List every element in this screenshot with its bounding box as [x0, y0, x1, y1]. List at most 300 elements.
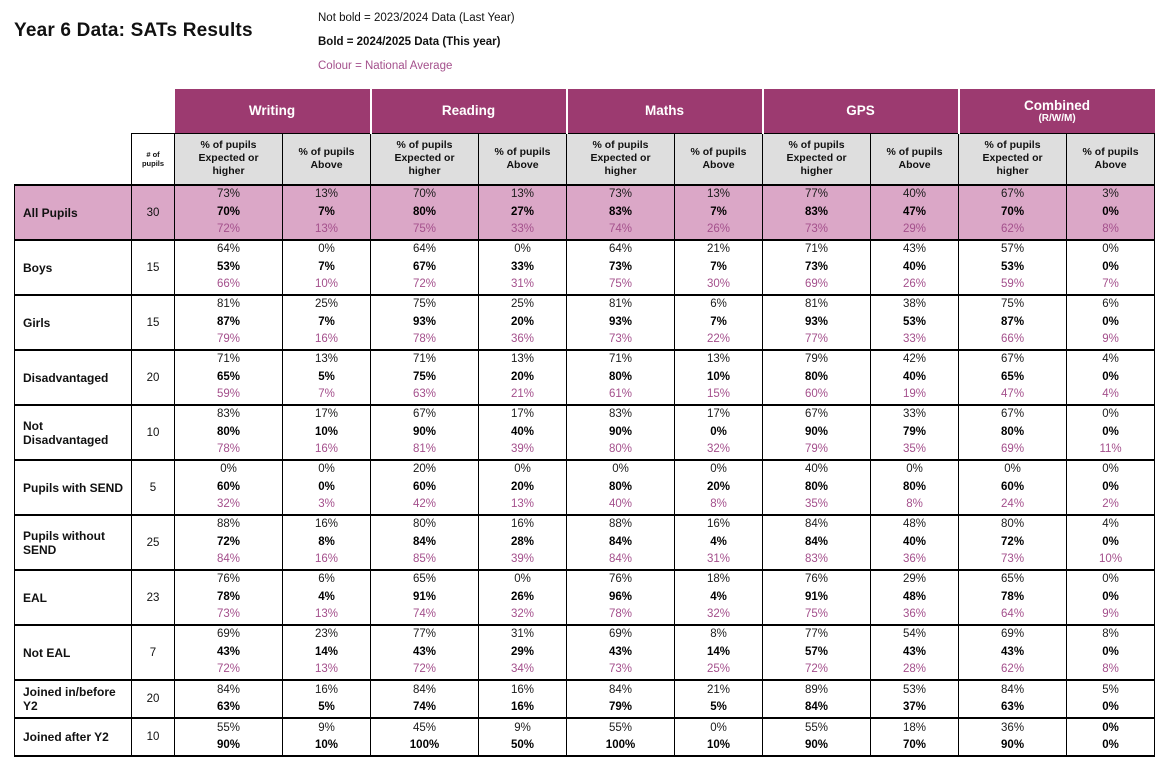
data-cell [175, 680, 283, 718]
data-value: 8% [318, 535, 335, 548]
data-value: 15% [707, 388, 731, 401]
data-cell [871, 185, 959, 240]
table-row [15, 295, 1155, 350]
row-pupil-count: 5 [132, 460, 175, 515]
data-value: 60% [412, 480, 437, 493]
data-cell [675, 295, 763, 350]
data-value: 81% [609, 298, 633, 311]
data-value: 13% [510, 498, 535, 511]
data-cell [959, 718, 1067, 756]
col-header-num-pupils: # of pupils [132, 133, 175, 185]
data-value: 16% [314, 443, 339, 456]
data-value: 83% [216, 408, 241, 421]
data-value: 8% [1102, 223, 1119, 236]
data-value: 25% [510, 298, 535, 311]
data-cell [959, 295, 1067, 350]
data-value: 0% [514, 573, 531, 586]
row-pupil-count: 10 [132, 718, 175, 756]
data-cell [871, 350, 959, 405]
data-value: 79% [216, 333, 241, 346]
data-value: 32% [707, 608, 731, 621]
data-cell [479, 625, 567, 680]
data-value: 16% [314, 553, 339, 566]
table-row [15, 350, 1155, 405]
data-value: 13% [707, 353, 731, 366]
data-value: 73% [609, 333, 633, 346]
data-value: 0% [1102, 463, 1119, 476]
data-value: 80% [805, 370, 829, 383]
data-value: 0% [1102, 721, 1119, 734]
data-value: 30% [707, 278, 731, 291]
data-value: 5% [318, 370, 335, 383]
data-value: 13% [314, 188, 339, 201]
data-cell [567, 680, 675, 718]
data-cell [567, 350, 675, 405]
data-cell [479, 570, 567, 625]
data-value: 76% [805, 573, 829, 586]
data-value: 33% [510, 260, 535, 273]
data-value: 84% [609, 535, 633, 548]
data-value: 7% [710, 315, 727, 328]
data-cell [959, 625, 1067, 680]
data-value: 29% [510, 645, 535, 658]
data-value: 19% [903, 388, 927, 401]
data-cell [763, 350, 871, 405]
table-row [15, 185, 1155, 240]
data-value: 79% [805, 353, 829, 366]
data-cell [567, 625, 675, 680]
data-value: 45% [412, 721, 437, 734]
data-value: 0% [1004, 463, 1021, 476]
data-value: 10% [707, 370, 731, 383]
data-value: 81% [805, 298, 829, 311]
data-value: 13% [314, 663, 339, 676]
data-value: 84% [609, 553, 633, 566]
data-cell [675, 185, 763, 240]
data-cell [1067, 625, 1155, 680]
data-cell [175, 240, 283, 295]
data-value: 16% [707, 518, 731, 531]
data-cell [479, 460, 567, 515]
data-value: 26% [707, 223, 731, 236]
data-value: 4% [1102, 518, 1119, 531]
data-cell [763, 718, 871, 756]
data-value: 64% [412, 243, 437, 256]
data-value: 76% [216, 573, 241, 586]
data-value: 7% [318, 205, 335, 218]
data-value: 36% [510, 333, 535, 346]
data-value: 8% [710, 498, 727, 511]
data-value: 84% [412, 535, 437, 548]
data-value: 87% [1001, 315, 1025, 328]
col-header-writing-expected: % of pupils Expected or higher [175, 133, 283, 185]
data-cell [567, 718, 675, 756]
data-value: 70% [412, 188, 437, 201]
data-value: 59% [1001, 278, 1025, 291]
data-value: 69% [216, 628, 241, 641]
data-value: 90% [216, 739, 241, 751]
data-value: 89% [805, 683, 829, 696]
data-value: 4% [710, 535, 727, 548]
data-cell [1067, 460, 1155, 515]
data-value: 80% [412, 518, 437, 531]
data-value: 38% [903, 298, 927, 311]
data-value: 74% [609, 223, 633, 236]
data-value: 20% [412, 463, 437, 476]
data-value: 90% [1001, 739, 1025, 751]
table-row [15, 515, 1155, 570]
data-cell [763, 515, 871, 570]
data-value: 72% [216, 663, 241, 676]
data-cell [479, 295, 567, 350]
data-value: 42% [412, 498, 437, 511]
data-value: 67% [1001, 353, 1025, 366]
data-value: 93% [805, 315, 829, 328]
data-value: 16% [314, 518, 339, 531]
data-value: 64% [1001, 608, 1025, 621]
data-cell [959, 515, 1067, 570]
col-header-reading-expected: % of pupils Expected or higher [371, 133, 479, 185]
data-value: 31% [510, 278, 535, 291]
data-value: 33% [903, 333, 927, 346]
data-value: 47% [903, 205, 927, 218]
data-value: 20% [707, 480, 731, 493]
data-value: 73% [216, 608, 241, 621]
data-value: 5% [1102, 683, 1119, 696]
data-value: 36% [903, 608, 927, 621]
subject-header-maths: Maths [567, 89, 763, 133]
row-label: Joined after Y2 [15, 718, 132, 756]
data-value: 7% [710, 205, 727, 218]
data-value: 66% [216, 278, 241, 291]
col-header-combined-above: % of pupils Above [1067, 133, 1155, 185]
data-value: 0% [1102, 535, 1119, 548]
data-cell [479, 240, 567, 295]
data-value: 13% [314, 608, 339, 621]
row-label: Pupils without SEND [15, 515, 132, 570]
data-value: 73% [805, 223, 829, 236]
row-label: Girls [15, 295, 132, 350]
data-value: 90% [805, 425, 829, 438]
col-header-writing-above: % of pupils Above [283, 133, 371, 185]
data-value: 72% [412, 278, 437, 291]
data-value: 71% [216, 353, 241, 366]
data-value: 0% [318, 463, 335, 476]
data-cell [1067, 570, 1155, 625]
data-cell [283, 625, 371, 680]
data-cell [479, 405, 567, 460]
data-cell [763, 625, 871, 680]
data-value: 9% [1102, 333, 1119, 346]
data-cell [763, 295, 871, 350]
data-value: 84% [216, 683, 241, 696]
data-value: 78% [1001, 590, 1025, 603]
data-value: 0% [1102, 243, 1119, 256]
data-cell [283, 570, 371, 625]
data-value: 74% [412, 701, 437, 713]
data-value: 0% [1102, 408, 1119, 421]
data-cell [283, 295, 371, 350]
data-cell [675, 350, 763, 405]
data-value: 78% [609, 608, 633, 621]
row-pupil-count: 15 [132, 295, 175, 350]
data-cell [175, 350, 283, 405]
data-value: 21% [707, 243, 731, 256]
data-value: 0% [1102, 425, 1119, 438]
data-value: 72% [216, 535, 241, 548]
row-pupil-count: 25 [132, 515, 175, 570]
data-value: 80% [412, 205, 437, 218]
data-value: 90% [805, 739, 829, 751]
data-value: 81% [216, 298, 241, 311]
data-value: 8% [1102, 663, 1119, 676]
data-value: 6% [318, 573, 335, 586]
data-value: 16% [510, 518, 535, 531]
data-value: 78% [216, 443, 241, 456]
data-cell [871, 570, 959, 625]
data-value: 13% [510, 353, 535, 366]
data-value: 70% [903, 739, 927, 751]
data-cell [959, 460, 1067, 515]
data-value: 80% [609, 370, 633, 383]
data-cell [1067, 185, 1155, 240]
data-value: 43% [903, 645, 927, 658]
data-value: 21% [510, 388, 535, 401]
data-value: 83% [609, 205, 633, 218]
data-cell [763, 405, 871, 460]
data-value: 40% [903, 260, 927, 273]
data-cell [371, 185, 479, 240]
data-value: 83% [805, 553, 829, 566]
data-value: 0% [1102, 480, 1119, 493]
data-value: 40% [609, 498, 633, 511]
data-value: 73% [609, 663, 633, 676]
data-value: 77% [805, 188, 829, 201]
data-value: 31% [510, 628, 535, 641]
subject-header-combined-subtitle: (R/W/M) [1038, 112, 1076, 124]
data-value: 0% [514, 463, 531, 476]
data-value: 53% [903, 683, 927, 696]
data-value: 32% [510, 608, 535, 621]
data-value: 3% [318, 498, 335, 511]
data-cell [871, 625, 959, 680]
data-cell [1067, 240, 1155, 295]
data-value: 10% [314, 739, 339, 751]
data-value: 43% [609, 645, 633, 658]
data-cell [175, 295, 283, 350]
data-value: 23% [314, 628, 339, 641]
data-value: 77% [805, 628, 829, 641]
data-cell [763, 240, 871, 295]
data-value: 55% [216, 721, 241, 734]
subject-header-combined [959, 89, 1155, 133]
data-value: 2% [1102, 498, 1119, 511]
data-cell [959, 185, 1067, 240]
data-value: 79% [805, 443, 829, 456]
data-value: 83% [609, 408, 633, 421]
data-value: 87% [216, 315, 241, 328]
data-value: 33% [903, 408, 927, 421]
data-cell [1067, 680, 1155, 718]
data-cell [1067, 515, 1155, 570]
row-pupil-count: 23 [132, 570, 175, 625]
data-value: 65% [1001, 370, 1025, 383]
data-value: 16% [314, 333, 339, 346]
data-value: 14% [707, 645, 731, 658]
data-value: 34% [510, 663, 535, 676]
data-value: 75% [805, 608, 829, 621]
data-cell [1067, 350, 1155, 405]
data-value: 85% [412, 553, 437, 566]
data-cell [959, 570, 1067, 625]
data-value: 4% [318, 590, 335, 603]
data-value: 7% [318, 315, 335, 328]
data-value: 79% [609, 701, 633, 713]
data-value: 93% [609, 315, 633, 328]
data-cell [283, 405, 371, 460]
data-value: 78% [412, 333, 437, 346]
data-cell [959, 680, 1067, 718]
data-value: 0% [1102, 645, 1119, 658]
header-spacer [15, 133, 132, 185]
subject-header-row [15, 89, 1155, 133]
row-label: Disadvantaged [15, 350, 132, 405]
data-value: 83% [805, 205, 829, 218]
data-value: 75% [412, 370, 437, 383]
data-value: 71% [412, 353, 437, 366]
data-value: 16% [510, 683, 535, 696]
data-value: 13% [314, 223, 339, 236]
data-value: 8% [1102, 628, 1119, 641]
data-cell [479, 350, 567, 405]
data-value: 35% [805, 498, 829, 511]
data-cell [175, 515, 283, 570]
data-value: 24% [1001, 498, 1025, 511]
data-value: 22% [707, 333, 731, 346]
data-cell [283, 240, 371, 295]
data-value: 91% [805, 590, 829, 603]
data-value: 75% [609, 278, 633, 291]
data-value: 28% [903, 663, 927, 676]
data-value: 0% [514, 243, 531, 256]
data-value: 27% [510, 205, 535, 218]
col-header-gps-expected: % of pupils Expected or higher [763, 133, 871, 185]
data-value: 61% [609, 388, 633, 401]
data-value: 20% [510, 370, 535, 383]
data-cell [675, 625, 763, 680]
data-value: 17% [707, 408, 731, 421]
data-cell [1067, 295, 1155, 350]
data-value: 8% [906, 498, 923, 511]
data-cell [763, 185, 871, 240]
legend-colour: Colour = National Average [318, 60, 453, 72]
row-label: All Pupils [15, 185, 132, 240]
row-label: Not Disadvantaged [15, 405, 132, 460]
data-value: 80% [1001, 425, 1025, 438]
data-value: 80% [1001, 518, 1025, 531]
data-value: 43% [903, 243, 927, 256]
data-value: 6% [710, 298, 727, 311]
data-value: 63% [216, 701, 241, 713]
row-label: Pupils with SEND [15, 460, 132, 515]
data-value: 26% [510, 590, 535, 603]
col-header-gps-above: % of pupils Above [871, 133, 959, 185]
data-value: 8% [710, 628, 727, 641]
data-value: 78% [216, 590, 241, 603]
data-value: 60% [1001, 480, 1025, 493]
data-cell [871, 240, 959, 295]
data-cell [175, 185, 283, 240]
legend [318, 12, 515, 84]
data-cell [371, 680, 479, 718]
data-value: 40% [805, 463, 829, 476]
data-value: 43% [216, 645, 241, 658]
data-value: 47% [1001, 388, 1025, 401]
column-header-row [15, 133, 1155, 185]
page-title: Year 6 Data: SATs Results [14, 20, 253, 41]
data-cell [175, 460, 283, 515]
data-value: 100% [409, 739, 440, 751]
data-cell [479, 718, 567, 756]
data-cell [675, 515, 763, 570]
data-value: 72% [412, 663, 437, 676]
data-value: 84% [805, 701, 829, 713]
subject-header-reading: Reading [371, 89, 567, 133]
data-value: 7% [1102, 278, 1119, 291]
data-value: 62% [1001, 663, 1025, 676]
data-value: 88% [216, 518, 241, 531]
subject-header-combined-title: Combined [1024, 97, 1091, 113]
row-label: Joined in/before Y2 [15, 680, 132, 718]
row-label: Not EAL [15, 625, 132, 680]
data-cell [479, 515, 567, 570]
data-cell [371, 240, 479, 295]
data-cell [283, 680, 371, 718]
data-cell [675, 240, 763, 295]
data-cell [959, 350, 1067, 405]
data-value: 4% [1102, 388, 1119, 401]
data-value: 67% [412, 408, 437, 421]
data-value: 64% [216, 243, 241, 256]
data-value: 0% [906, 463, 923, 476]
data-value: 31% [707, 553, 731, 566]
data-value: 32% [216, 498, 241, 511]
row-label: EAL [15, 570, 132, 625]
data-value: 71% [805, 243, 829, 256]
data-cell [567, 570, 675, 625]
data-value: 55% [805, 721, 829, 734]
col-header-combined-expected: % of pupils Expected or higher [959, 133, 1067, 185]
row-pupil-count: 30 [132, 185, 175, 240]
data-value: 84% [1001, 683, 1025, 696]
data-value: 84% [805, 535, 829, 548]
data-value: 73% [805, 260, 829, 273]
data-value: 13% [510, 188, 535, 201]
data-value: 69% [609, 628, 633, 641]
data-value: 62% [1001, 223, 1025, 236]
data-value: 0% [1102, 315, 1119, 328]
data-value: 65% [412, 573, 437, 586]
data-cell [1067, 718, 1155, 756]
row-pupil-count: 10 [132, 405, 175, 460]
data-value: 84% [216, 553, 241, 566]
data-cell [675, 460, 763, 515]
data-value: 63% [1001, 701, 1025, 713]
data-cell [283, 718, 371, 756]
data-value: 9% [514, 721, 531, 734]
data-value: 96% [609, 590, 633, 603]
table-row [15, 718, 1155, 756]
